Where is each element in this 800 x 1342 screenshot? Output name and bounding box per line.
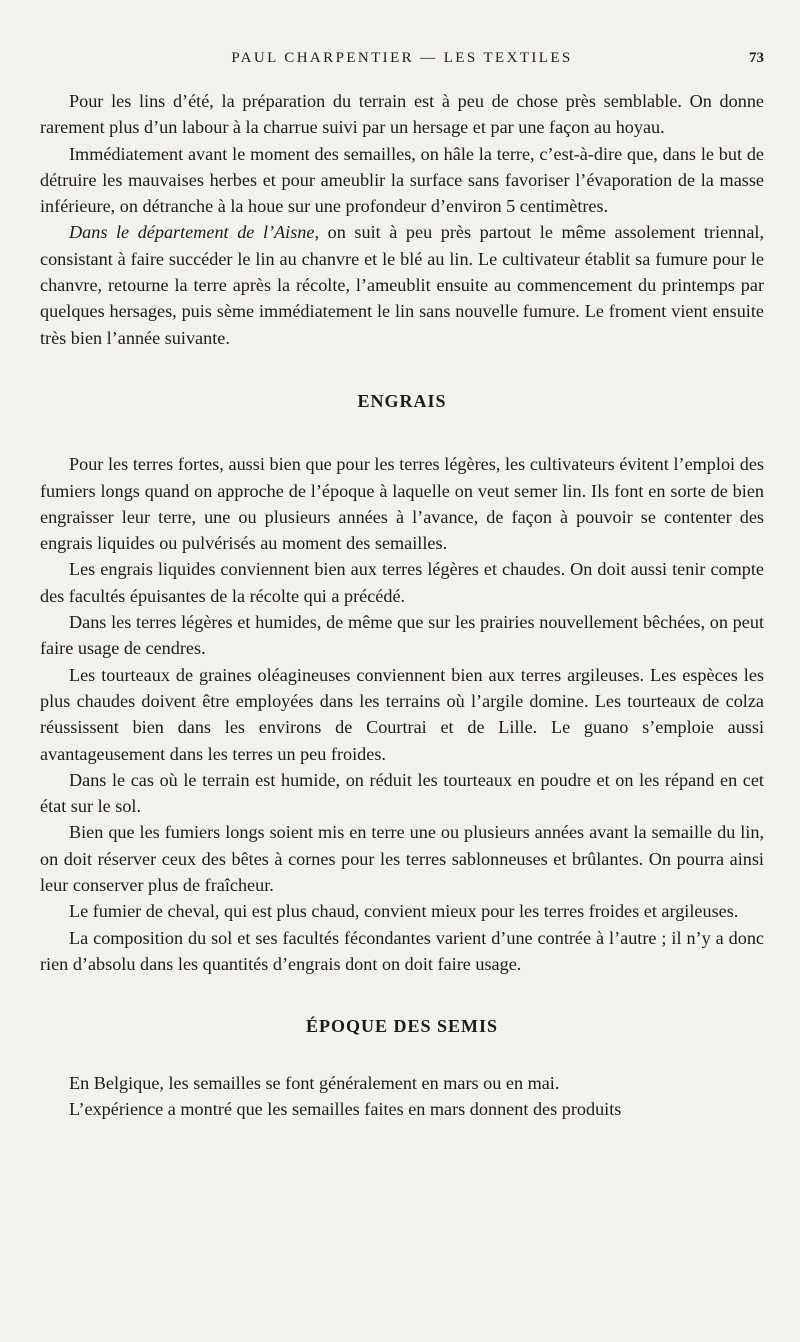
paragraph: L’expérience a montré que les semailles faites en mars donnent des produits <box>69 1098 622 1119</box>
section-heading-epoque-des-semis: ÉPOQUE DES SEMIS <box>305 1016 499 1037</box>
paragraph: Immédiatement avant le moment des semailles, on hâle la terre, c’est-à-dire que, dans le but de détruire les mauvaises herbes et pour ameublir la surface sans favoriser l’évaporation de la masse inférieure, on détranche à la houe sur une profondeur d’environ 5 centimètres. <box>40 143 764 217</box>
paragraph: Bien que les fumiers longs soient mis en terre une ou plusieurs années avant la semaille du lin, on doit réserver ceux des bêtes à cornes pour les terres sablonneuses et brûlantes. On pourra ainsi leur conserver plus de fraîcheur. <box>40 822 764 896</box>
section-heading-engrais: ENGRAIS <box>357 390 447 411</box>
paragraph-text: on suit à peu près partout le même assolement triennal, consistant à faire succéder le lin au chanvre et le blé au lin. Le cultivateur établit sa fumure pour le chanvre, retourne la terre après la récolte, l’ameublit ensuite au commencement du printemps par quelques hersages, puis sème immédiatement le lin sans nouvelle fumure. Le froment vient ensuite très bien l’année suivante. <box>40 222 765 348</box>
paragraph: Dans les terres légères et humides, de même que sur les prairies nouvellement bêchées, on peut faire usage de cendres. <box>40 612 764 659</box>
running-title: PAUL CHARPENTIER — LES TEXTILES <box>231 50 573 66</box>
paragraph: Les engrais liquides conviennent bien aux terres légères et chaudes. On doit aussi tenir compte des facultés épuisantes de la récolte qui a précédé. <box>40 559 764 606</box>
paragraph: La composition du sol et ses facultés fécondantes varient d’une contrée à l’autre ; il n’y a donc rien d’absolu dans les quantités d’engrais dont on doit faire usage. <box>40 927 764 974</box>
running-head <box>40 50 764 76</box>
paragraph: En Belgique, les semailles se font généralement en mars ou en mai. <box>69 1072 560 1093</box>
paragraph: Pour les lins d’été, la préparation du terrain est à peu de chose près semblable. On donne rarement plus d’un labour à la charrue suivi par un hersage et par une façon au hoyau. <box>40 91 764 138</box>
paragraph <box>40 219 764 350</box>
paragraph: Pour les terres fortes, aussi bien que pour les terres légères, les cultivateurs évitent l’emploi des fumiers longs quand on approche de l’époque à laquelle on veut semer lin. Ils font en sorte de bien engraisser leur terre, une ou plusieurs années à l’avance, de façon à pouvoir se contenter des engrais liquides ou pulvérisés au moment des semailles. <box>40 454 764 554</box>
paragraph: Dans le cas où le terrain est humide, on réduit les tourteaux en poudre et on les répand en cet état sur le sol. <box>40 769 764 817</box>
italic-phrase: Dans le département de l’Aisne, <box>69 222 320 243</box>
paragraph: Le fumier de cheval, qui est plus chaud, convient mieux pour les terres froides et argileuses. <box>69 901 739 922</box>
page-number: 73 <box>749 50 764 66</box>
paragraph: Les tourteaux de graines oléagineuses conviennent bien aux terres argileuses. Les espèces les plus chaudes doivent être employées dans les terrains où l’argile domine. Les tourteaux de colza réussissent bien dans les environs de Courtrai et de Lille. Le guano s’emploie aussi avantageusement dans les terres un peu froides. <box>40 664 764 764</box>
body-text <box>40 88 764 1122</box>
